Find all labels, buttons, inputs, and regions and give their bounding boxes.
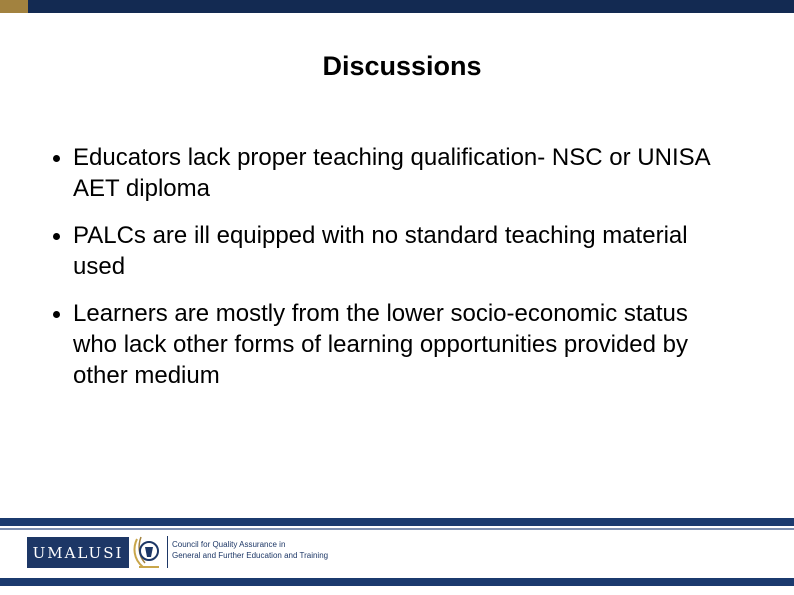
- organization-tagline: [172, 539, 328, 561]
- umalusi-emblem-icon: [131, 533, 163, 573]
- bullet-dot-icon: [53, 155, 60, 162]
- umalusi-logo: UMALUSI: [27, 537, 129, 568]
- footer-stripe-thin: [0, 528, 794, 530]
- logo-divider: [167, 536, 168, 568]
- bullet-dot-icon: [53, 233, 60, 240]
- top-accent-block: [0, 0, 28, 13]
- bullet-dot-icon: [53, 311, 60, 318]
- tagline-line-1: Council for Quality Assurance in: [172, 540, 286, 549]
- bullet-item: [48, 220, 738, 282]
- footer-stripe-bottom: [0, 578, 794, 586]
- bullet-text: PALCs are ill equipped with no standard teaching material used: [73, 222, 688, 280]
- tagline-line-2: General and Further Education and Training: [172, 551, 329, 560]
- footer-stripe: [0, 518, 794, 526]
- top-bar: [0, 0, 794, 13]
- bullet-text: Educators lack proper teaching qualification- NSC or UNISA AET diploma: [73, 144, 710, 202]
- slide-title: Discussions: [322, 51, 482, 81]
- bullet-item: [48, 142, 738, 204]
- bullet-item: [48, 298, 738, 391]
- bullet-list: [48, 142, 738, 407]
- bullet-text: Learners are mostly from the lower socio-economic status who lack other forms of learning opportunities provided by other medium: [73, 300, 688, 389]
